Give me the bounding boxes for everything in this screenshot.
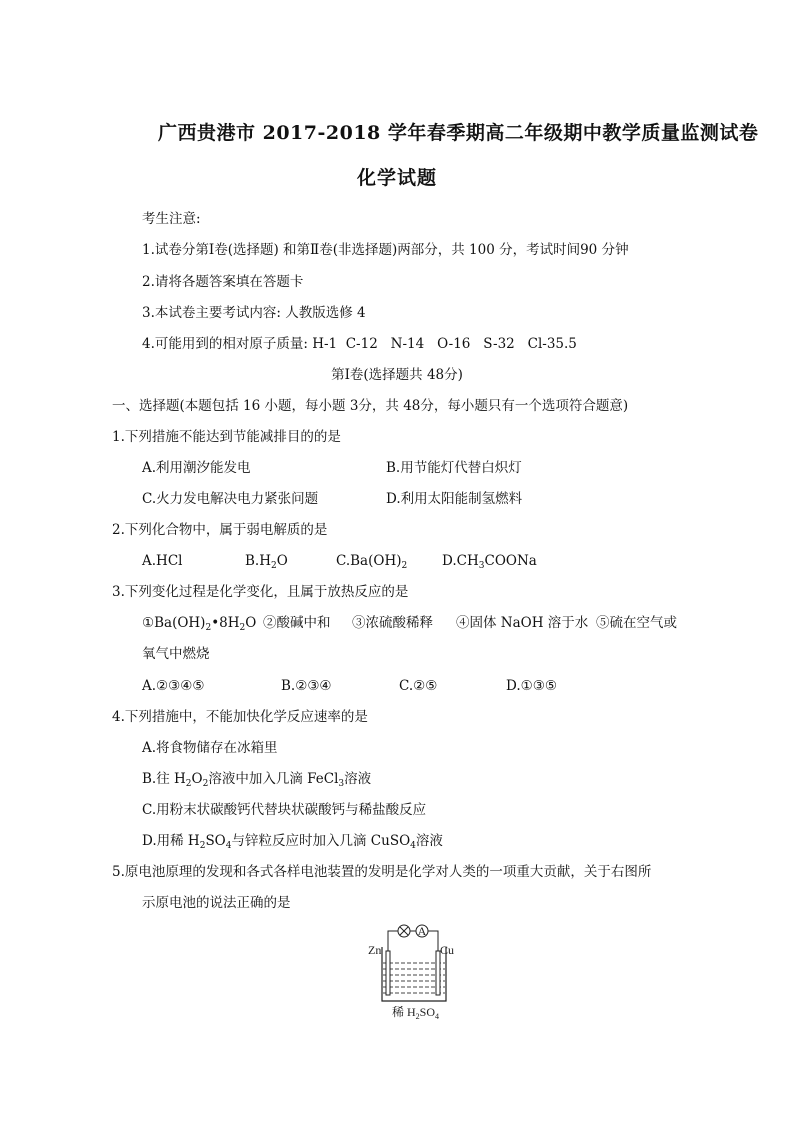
page-subtitle: 化学试题	[356, 167, 437, 189]
q3-option-d: D.①③⑤	[506, 678, 557, 694]
q3-option-c: C.②⑤	[399, 678, 438, 694]
q4-option-d: D.用稀 $H_2SO_4$与锌粒反应时加入几滴 CuSO$_4$溶液	[142, 833, 443, 851]
question-5-stem-continued: 示原电池的说法正确的是	[142, 895, 291, 911]
q2-option-c: $C.Ba(OH)_2$	[336, 553, 408, 571]
q3-statement-5: ⑤硫在空气或	[596, 615, 677, 631]
copper-electrode-label: Cu	[440, 943, 455, 957]
circuit-wire	[388, 931, 398, 951]
q3-statement-4: ④固体 NaOH 溶于水	[456, 615, 589, 631]
circuit-wire-right	[428, 931, 438, 951]
question-3-stem: 3.下列变化过程是化学变化，且属于放热反应的是	[112, 584, 409, 600]
q3-statement-1: $①Ba(OH)_2•8H_2O$	[142, 615, 257, 633]
notice-item-1: 1.试卷分第Ⅰ卷(选择题) 和第Ⅱ卷(非选择题)两部分，共 100 分，考试时间90 分钟	[142, 242, 629, 258]
q3-option-a: A.②③④⑤	[142, 678, 205, 694]
notice-item-4: 4.可能用到的相对原子质量: H-1 C-12 N-14 O-16 S-32 Cl-35.5	[142, 336, 577, 352]
question-4-stem: 4.下列措施中，不能加快化学反应速率的是	[112, 709, 368, 725]
q2-option-b: $B.H_2O$	[245, 553, 288, 571]
q3-statement-2: ②酸碱中和	[263, 615, 331, 631]
q1-option-c: C.火力发电解决电力紧张问题	[142, 491, 319, 507]
notice-heading: 考生注意:	[142, 211, 201, 227]
q4-option-c: C.用粉末状碳酸钙代替块状碳酸钙与稀盐酸反应	[142, 802, 427, 818]
question-5-stem: 5.原电池原理的发现和各式各样电池装置的发明是化学对人类的一项重大贡献，关于右图所	[112, 864, 652, 880]
zinc-electrode-label: Zn	[368, 943, 382, 957]
galvanic-cell-diagram	[366, 917, 466, 1023]
q1-option-d: D.利用太阳能制氢燃料	[386, 491, 523, 507]
q4-option-a: A.将食物储存在冰箱里	[142, 740, 278, 756]
q1-option-b: B.用节能灯代替白炽灯	[386, 460, 522, 476]
q3-statement-5-continued: 氧气中燃烧	[142, 646, 210, 662]
section-instruction: 一、选择题(本题包括 16 小题，每小题 3分，共 48分，每小题只有一个选项符合题意)	[112, 398, 629, 414]
q3-option-b: B.②③④	[281, 678, 332, 694]
section-heading: 第Ⅰ卷(选择题共 48分)	[331, 367, 463, 383]
q4-option-b: B.往 $H_2O_2$溶液中加入几滴 FeCl$_3$溶液	[142, 771, 372, 789]
question-1-stem: 1.下列措施不能达到节能减排目的的是	[112, 429, 341, 445]
q1-option-a: A.利用潮汐能发电	[142, 460, 251, 476]
q3-statement-3: ③浓硫酸稀释	[352, 615, 433, 631]
page-title: 广西贵港市 2017-2018 学年春季期高二年级期中教学质量监测试卷	[158, 122, 759, 144]
q2-option-a: A.HCl	[142, 553, 183, 569]
notice-item-3: 3.本试卷主要考试内容: 人教版选修 4	[142, 305, 366, 321]
q2-option-d: $D.CH_3COONa$	[442, 553, 537, 571]
electrolyte-caption: 稀 $H_2SO_4$	[392, 1005, 440, 1019]
lamp-icon	[398, 925, 410, 937]
notice-item-2: 2.请将各题答案填在答题卡	[142, 274, 304, 290]
zinc-electrode	[386, 951, 390, 995]
question-2-stem: 2.下列化合物中，属于弱电解质的是	[112, 522, 328, 538]
ammeter-label: A	[417, 924, 427, 938]
copper-electrode	[436, 951, 440, 995]
ammeter-icon	[416, 924, 428, 938]
